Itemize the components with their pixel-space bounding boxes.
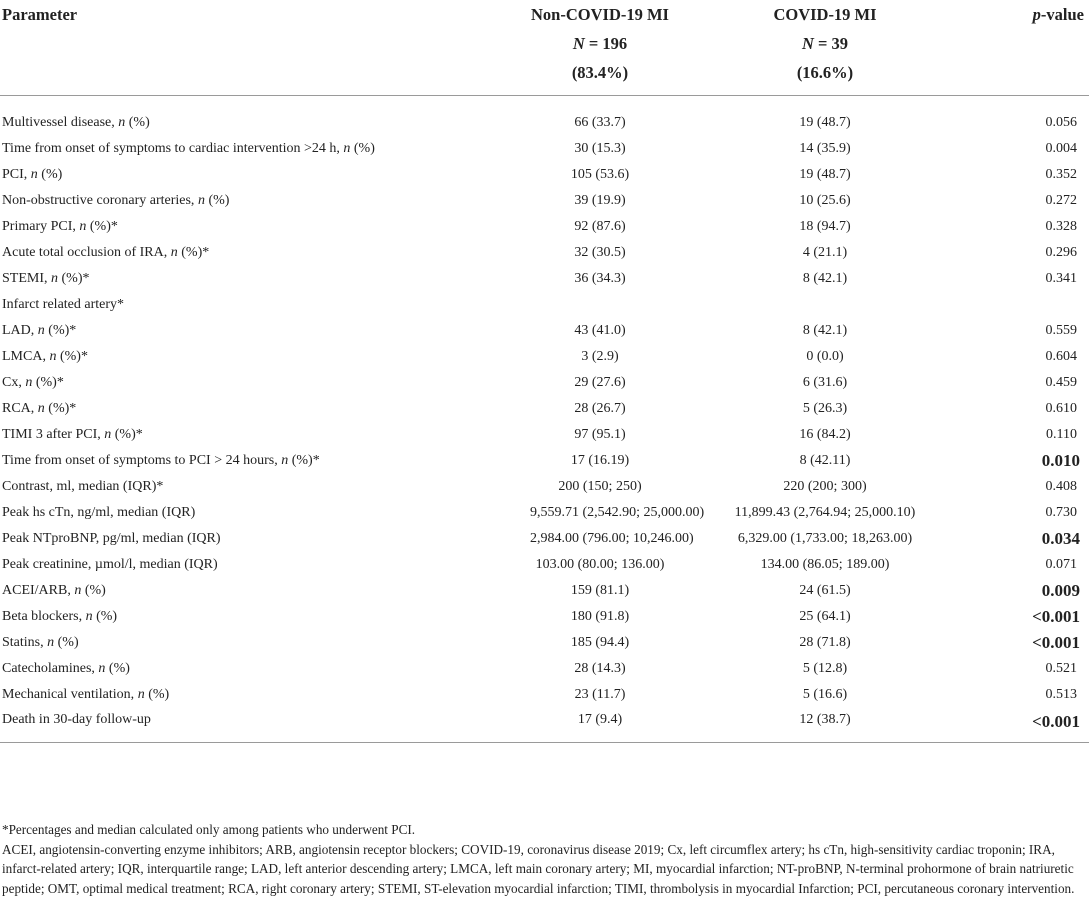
row-label-tail: (%)* — [44, 401, 77, 416]
cell-covid: 25 (64.1) — [799, 609, 851, 624]
cell-non-covid: 17 (16.19) — [570, 453, 630, 468]
cell-p-value: 0.010 — [1041, 451, 1080, 470]
table-row — [0, 266, 1089, 292]
cell-covid: 134.00 (86.05; 189.00) — [760, 557, 890, 572]
row-label-text: LAD, — [2, 323, 38, 338]
cell-covid: 5 (12.8) — [802, 661, 848, 676]
cell-p-value: 0.034 — [1041, 529, 1080, 548]
row-label — [0, 266, 470, 292]
header-p-italic: p — [1032, 5, 1041, 24]
cell-p-value: 0.004 — [1045, 141, 1077, 156]
row-label — [0, 370, 470, 396]
table-row — [0, 708, 1089, 743]
row-label — [0, 240, 470, 266]
footnote-asterisk: *Percentages and median calculated only among patients who underwent PCI. — [2, 822, 416, 837]
table-row — [0, 656, 1089, 682]
row-label-tail: (%)* — [56, 349, 88, 364]
table-header — [0, 0, 1089, 96]
header-p-value — [970, 0, 1089, 96]
cell-non-covid: 105 (53.6) — [570, 167, 630, 182]
row-label-tail: (%) — [81, 583, 106, 598]
row-label — [0, 474, 470, 500]
row-label — [0, 422, 470, 448]
row-label-italic: n — [47, 635, 55, 650]
row-label-tail: (%) — [92, 609, 118, 624]
table-body — [0, 96, 1089, 743]
row-label-text: Acute total occlusion of IRA, — [2, 245, 171, 260]
cell-p-value: 0.296 — [1045, 245, 1077, 260]
row-label-tail: (%) — [125, 115, 150, 130]
cell-non-covid: 97 (95.1) — [574, 427, 626, 442]
cell-covid: 8 (42.1) — [802, 271, 848, 286]
cell-covid: 11,899.43 (2,764.94; 25,000.10) — [734, 505, 916, 520]
row-label — [0, 188, 470, 214]
cell-covid: 12 (38.7) — [670, 708, 970, 743]
table-row — [0, 422, 1089, 448]
row-label — [0, 578, 470, 604]
row-label-italic: n — [74, 583, 82, 598]
cell-p-value: 0.408 — [1045, 479, 1077, 494]
cell-covid: 6,329.00 (1,733.00; 18,263.00) — [737, 531, 913, 546]
row-label-text: Contrast, ml, median (IQR)* — [2, 479, 164, 494]
cell-p-value: 0.513 — [1045, 687, 1077, 702]
cell-p-value: <0.001 — [1032, 633, 1080, 652]
cell-covid: 14 (35.9) — [799, 141, 851, 156]
cell-covid: 8 (42.1) — [802, 323, 848, 338]
row-label — [0, 96, 470, 137]
row-label-tail: (%)* — [288, 453, 320, 468]
row-label-text: Beta blockers, — [2, 609, 86, 624]
row-label — [0, 292, 470, 318]
row-label-tail: (%) — [105, 661, 130, 676]
row-label-text: LMCA, — [2, 349, 50, 364]
table-row — [0, 370, 1089, 396]
row-label — [0, 630, 470, 656]
header-non-covid-name: Non-COVID-19 MI — [531, 5, 669, 24]
row-label-italic: n — [25, 375, 33, 390]
row-label-tail: (%) — [204, 193, 230, 208]
row-label-text: Primary PCI, — [2, 219, 80, 234]
row-label-tail: (%) — [37, 167, 63, 182]
header-non-covid-n-eq: = 196 — [584, 34, 628, 53]
cell-covid: 18 (94.7) — [799, 219, 851, 234]
cell-covid: 16 (84.2) — [799, 427, 851, 442]
row-label-tail: (%)* — [32, 375, 64, 390]
cell-non-covid: 92 (87.6) — [574, 219, 626, 234]
row-label-italic: n — [281, 453, 289, 468]
table-row — [0, 318, 1089, 344]
row-label-italic: n — [37, 401, 45, 416]
row-label-italic: n — [170, 245, 178, 260]
row-label-text: Peak creatinine, µmol/l, median (IQR) — [2, 557, 218, 572]
cell-p-value: 0.341 — [1045, 271, 1077, 286]
table-row — [0, 96, 1089, 137]
cell-p-value: 0.056 — [1045, 115, 1077, 130]
cell-non-covid: 43 (41.0) — [574, 323, 626, 338]
header-covid-name: COVID-19 MI — [773, 5, 877, 24]
row-label-italic: n — [51, 271, 58, 286]
row-label-text: ACEI/ARB, — [2, 583, 75, 598]
table-row — [0, 448, 1089, 474]
row-label — [0, 214, 470, 240]
row-label — [0, 318, 470, 344]
row-label — [0, 448, 470, 474]
row-label — [0, 344, 470, 370]
header-non-covid-percent: (83.4%) — [571, 63, 629, 82]
header-covid-percent: (16.6%) — [796, 63, 854, 82]
row-label-text: Catecholamines, — [2, 661, 99, 676]
row-label-italic: n — [197, 193, 205, 208]
row-label — [0, 682, 470, 708]
header-covid-n — [680, 29, 970, 58]
cell-covid: 5 (16.6) — [802, 687, 848, 702]
row-label-tail: (%)* — [111, 427, 143, 442]
row-label-text: Death in 30-day follow-up — [2, 712, 151, 727]
row-label-text: Multivessel disease, — [2, 115, 119, 130]
cell-non-covid: 103.00 (80.00; 136.00) — [535, 557, 665, 572]
cell-non-covid: 200 (150; 250) — [558, 479, 642, 494]
header-parameter-label: Parameter — [2, 5, 78, 24]
row-label-italic: n — [37, 323, 45, 338]
cell-p-value: 0.272 — [1045, 193, 1077, 208]
cell-p-value: 0.328 — [1045, 219, 1077, 234]
header-covid-n-label: N — [801, 34, 814, 53]
cell-non-covid: 66 (33.7) — [574, 115, 626, 130]
row-label-text: Infarct related artery* — [2, 297, 125, 312]
header-parameter — [0, 0, 470, 96]
cell-non-covid: 23 (11.7) — [574, 687, 626, 702]
cell-covid: 8 (42.11) — [799, 453, 851, 468]
footnote-abbreviations: ACEI, angiotensin-converting enzyme inhibitors; ARB, angiotensin receptor blockers; COVID-19, coronavirus disease 2019; Cx, left circumflex artery; hs cTn, high-sensitivity cardiac troponin; IRA, infarct-related artery; IQR, interquartile range; LAD, left anterior descending artery; LMCA, left main coronary artery; MI, myocardial infarction; NT-proBNP, N-terminal prohormone of brain natriuretic peptide; OMT, optimal medical treatment; RCA, right coronary artery; STEMI, ST-elevation myocardial infarction; TIMI, thrombolysis in myocardial Infarction; PCI, percutaneous coronary intervention. — [2, 841, 1075, 896]
row-label-italic: n — [49, 349, 57, 364]
row-label-text: Non-obstructive coronary arteries, — [2, 193, 198, 208]
cell-p-value: 0.009 — [1041, 581, 1080, 600]
cell-p-value: 0.730 — [1045, 505, 1077, 520]
cell-covid: 19 (48.7) — [799, 167, 851, 182]
row-label-text: Time from onset of symptoms to cardiac intervention >24 h, — [2, 141, 344, 156]
header-row — [0, 0, 1089, 96]
cell-covid: 24 (61.5) — [799, 583, 851, 598]
cell-non-covid: 185 (94.4) — [570, 635, 630, 650]
cell-p-value: 0.604 — [1045, 349, 1077, 364]
cell-non-covid: 2,984.00 (796.00; 10,246.00) — [530, 531, 694, 546]
row-label-italic: n — [343, 141, 351, 156]
cell-p-value — [970, 292, 1089, 318]
header-non-covid — [470, 0, 670, 96]
table-row — [0, 162, 1089, 188]
table-row — [0, 136, 1089, 162]
cell-non-covid — [470, 292, 670, 318]
row-label — [0, 136, 470, 162]
cell-non-covid: 39 (19.9) — [574, 193, 626, 208]
cell-p-value: 0.521 — [1045, 661, 1077, 676]
cell-non-covid: 30 (15.3) — [574, 141, 626, 156]
row-label-text: RCA, — [2, 401, 38, 416]
cell-covid: 19 (48.7) — [799, 115, 851, 130]
header-p-rest: -value — [1040, 5, 1084, 24]
row-label — [0, 500, 470, 526]
row-label — [0, 552, 470, 578]
cell-covid: 28 (71.8) — [799, 635, 851, 650]
row-label-text: Peak hs cTn, ng/ml, median (IQR) — [2, 505, 196, 520]
table-row — [0, 188, 1089, 214]
table-row — [0, 552, 1089, 578]
table-row — [0, 240, 1089, 266]
row-label — [0, 708, 470, 743]
header-covid-n-eq: = 39 — [813, 34, 849, 53]
row-label-text: Statins, — [2, 635, 48, 650]
row-label-tail: (%)* — [177, 245, 210, 260]
table-footnotes — [2, 820, 1084, 898]
row-label-text: PCI, — [2, 167, 31, 182]
table-row — [0, 344, 1089, 370]
row-label-text: TIMI 3 after PCI, — [2, 427, 105, 442]
cell-non-covid: 17 (9.4) — [470, 708, 670, 743]
cell-non-covid: 159 (81.1) — [570, 583, 630, 598]
cell-covid: 5 (26.3) — [802, 401, 848, 416]
cell-covid: 0 (0.0) — [806, 349, 844, 364]
table-row — [0, 396, 1089, 422]
row-label-tail: (%) — [144, 687, 170, 702]
row-label-italic: n — [30, 167, 38, 182]
cell-non-covid: 32 (30.5) — [574, 245, 626, 260]
cell-p-value: <0.001 — [970, 708, 1089, 743]
row-label-text: STEMI, — [2, 271, 51, 286]
cell-covid: 4 (21.1) — [802, 245, 848, 260]
table-row — [0, 474, 1089, 500]
cell-non-covid: 36 (34.3) — [574, 271, 626, 286]
row-label-tail: (%) — [350, 141, 375, 156]
row-label — [0, 162, 470, 188]
row-label-text: Time from onset of symptoms to PCI > 24 hours, — [2, 453, 282, 468]
cell-non-covid: 3 (2.9) — [581, 349, 619, 364]
cell-p-value: 0.459 — [1045, 375, 1077, 390]
table-row — [0, 500, 1089, 526]
cell-covid: 6 (31.6) — [802, 375, 848, 390]
row-label-italic: n — [137, 687, 145, 702]
cell-p-value: 0.071 — [1045, 557, 1077, 572]
table-row — [0, 630, 1089, 656]
row-label-tail: (%)* — [86, 219, 118, 234]
cell-covid: 10 (25.6) — [799, 193, 851, 208]
table-row — [0, 604, 1089, 630]
cell-non-covid: 28 (14.3) — [574, 661, 626, 676]
cell-covid: 220 (200; 300) — [783, 479, 867, 494]
row-label-italic: n — [98, 661, 106, 676]
row-label — [0, 604, 470, 630]
table-row — [0, 578, 1089, 604]
row-label-italic: n — [104, 427, 112, 442]
cell-non-covid: 180 (91.8) — [570, 609, 630, 624]
cell-non-covid: 9,559.71 (2,542.90; 25,000.00) — [530, 505, 705, 520]
row-label-text: Peak NTproBNP, pg/ml, median (IQR) — [2, 531, 221, 546]
row-label — [0, 656, 470, 682]
cell-p-value: 0.559 — [1045, 323, 1077, 338]
row-label — [0, 396, 470, 422]
header-non-covid-n — [530, 29, 670, 58]
cell-p-value: 0.110 — [1046, 427, 1077, 442]
row-label-italic: n — [85, 609, 93, 624]
row-label-text: Mechanical ventilation, — [2, 687, 138, 702]
table-row — [0, 526, 1089, 552]
cell-p-value: 0.352 — [1045, 167, 1077, 182]
cell-p-value: <0.001 — [1032, 607, 1080, 626]
row-label-tail: (%)* — [58, 271, 90, 286]
table-row — [0, 682, 1089, 708]
table-row — [0, 292, 1089, 318]
row-label-italic: n — [79, 219, 87, 234]
row-label-italic: n — [118, 115, 126, 130]
table-row — [0, 214, 1089, 240]
header-p-value-label — [970, 0, 1084, 29]
row-label-tail: (%)* — [44, 323, 77, 338]
cell-non-covid: 28 (26.7) — [574, 401, 626, 416]
header-non-covid-n-label: N — [572, 34, 585, 53]
cell-covid — [670, 292, 970, 318]
row-label-text: Cx, — [2, 375, 26, 390]
header-covid — [670, 0, 970, 96]
cell-non-covid: 29 (27.6) — [574, 375, 626, 390]
cell-p-value: 0.610 — [1045, 401, 1077, 416]
row-label-tail: (%) — [54, 635, 79, 650]
row-label — [0, 526, 470, 552]
